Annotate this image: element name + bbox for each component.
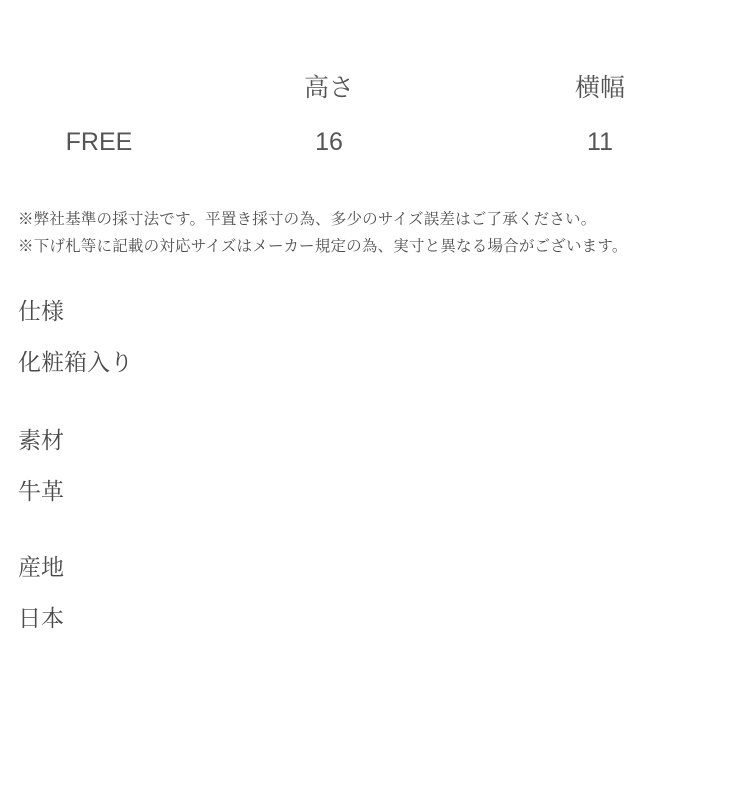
column-header-size <box>0 58 198 114</box>
size-table-header <box>0 58 740 114</box>
table-header-row <box>0 58 740 114</box>
spec-section <box>0 294 740 635</box>
cell-height: 16 <box>315 127 343 156</box>
column-header-width: 横幅 <box>574 74 625 102</box>
measurement-notes <box>0 206 740 260</box>
spec-block-specification <box>18 294 722 379</box>
note-line-2: ※下げ札等に記載の対応サイズはメーカー規定の為、実寸と異なる場合がございます。 <box>18 238 628 256</box>
column-header-height: 高さ <box>303 74 354 102</box>
spec-block-origin <box>18 550 722 635</box>
spec-block-material <box>18 423 722 508</box>
cell-width: 11 <box>587 127 613 156</box>
spec-value-specification: 化粧箱入り <box>18 348 133 375</box>
table-row <box>0 114 740 170</box>
size-table-body <box>0 114 740 170</box>
row-label-free: FREE <box>65 127 133 156</box>
product-detail-page <box>0 58 740 798</box>
spec-title-specification: 仕様 <box>18 298 64 325</box>
spec-value-material: 牛革 <box>18 477 64 504</box>
spec-title-origin: 産地 <box>18 554 64 581</box>
note-line-1: ※弊社基準の採寸法です。平置き採寸の為、多少のサイズ誤差はご了承ください。 <box>18 211 597 228</box>
spec-title-material: 素材 <box>18 427 64 454</box>
size-table <box>0 58 740 170</box>
spec-value-origin: 日本 <box>18 604 64 631</box>
